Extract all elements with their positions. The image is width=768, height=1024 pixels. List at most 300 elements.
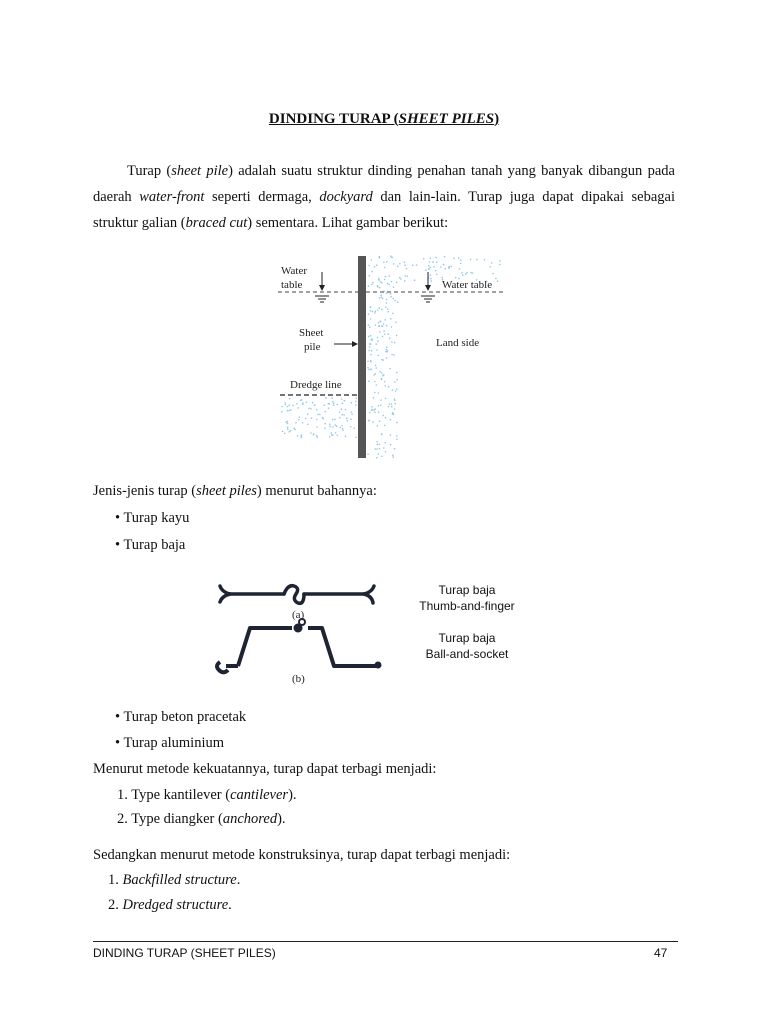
soil-dot [445,268,447,270]
section-ball-and-socket [217,628,376,672]
soil-dot [396,335,398,337]
soil-dot [307,424,309,426]
soil-dot [374,392,376,394]
bullet-icon: • [115,709,121,725]
soil-dot [384,279,386,281]
list-item: 1. Type kantilever (cantilever). [117,787,297,803]
soil-dot [371,409,373,411]
socket-joint-icon [299,619,305,625]
soil-dot [396,282,398,284]
soil-dot [289,398,291,400]
soil-dot [353,427,355,429]
soil-dot [490,266,492,268]
soil-dot [386,351,388,353]
bullet-icon: • [115,735,121,751]
soil-dot [383,262,385,264]
soil-dot [368,350,370,352]
soil-dot [458,257,460,259]
soil-dot [429,267,431,269]
soil-dot [369,420,371,422]
soil-dot [385,451,387,453]
label-water-table-right: Water table [442,279,493,291]
soil-dot [335,424,337,426]
soil-dot [399,277,401,279]
soil-dot [381,282,383,284]
soil-dot [384,385,386,387]
soil-dot [294,427,296,429]
label-a: (a) [292,609,305,621]
soil-dot [377,444,379,446]
soil-dot [370,335,372,337]
soil-dot [391,406,393,408]
soil-dot [325,397,327,399]
soil-dot [308,408,310,410]
soil-dot [423,258,425,260]
arrow-down-icon [425,285,431,291]
soil-dot [287,406,289,408]
intro-italic: dockyard [319,189,373,205]
soil-dot [292,405,294,407]
soil-dot [285,421,287,423]
soil-dot [397,265,399,267]
soil-dot [370,368,372,370]
soil-dot [416,264,418,266]
caption-ball-and-socket: Turap baja Ball-and-socket [425,631,509,661]
soil-dot [386,346,388,348]
soil-dot [450,266,452,268]
soil-dot [371,283,373,285]
soil-dot [313,434,315,436]
list-item: 1. Backfilled structure. [108,872,241,888]
intro-text: ) sementara. Lihat gambar berikut: [247,215,449,231]
soil-dot [342,414,344,416]
list-item: 2. Dredged structure. [108,897,232,913]
soil-dot [328,407,330,409]
soil-dot [356,397,358,399]
section-thumb-and-finger [220,586,374,604]
soil-dot [376,367,378,369]
soil-dot [370,318,372,320]
soil-dot [374,408,376,410]
soil-dot [281,406,283,408]
soil-dot [386,292,388,294]
soil-dot [390,419,392,421]
soil-dot [404,280,406,282]
soil-dot [369,346,371,348]
soil-dot [296,403,298,405]
soil-dot [394,408,396,410]
soil-dot [378,278,380,280]
soil-dot [298,419,300,421]
label-b: (b) [292,673,305,685]
intro-paragraph [93,158,675,236]
soil-dot [394,448,396,450]
soil-dot [374,312,376,314]
soil-dot [435,257,437,259]
soil-dot [394,398,396,400]
soil-dot [371,406,373,408]
soil-dot [336,425,338,427]
soil-dot [435,270,437,272]
soil-dot [390,318,392,320]
soil-dot [351,411,353,413]
soil-dot [396,435,398,437]
soil-dot [302,403,304,405]
soil-dot [355,401,357,403]
soil-dot [316,409,318,411]
soil-dot [412,265,414,267]
soil-dot [384,333,386,335]
soil-dot [310,408,312,410]
soil-dot [491,262,493,264]
soil-dot [470,259,472,261]
soil-dot [371,271,373,273]
soil-dot [392,456,394,458]
soil-dot [333,403,335,405]
page-number: 47 [654,946,668,960]
soil-dot [290,430,292,432]
soil-dot [407,276,409,278]
soil-dot [388,284,390,286]
soil-dot [386,325,388,327]
soil-dot [368,369,370,371]
soil-dot [378,355,380,357]
soil-dot [394,342,396,344]
soil-dot [492,273,494,275]
soil-dot [388,386,390,388]
soil-dot [368,285,370,287]
soil-dot [392,389,394,391]
list-item: 2. Type diangker (anchored). [117,811,286,827]
soil-dot [376,457,378,459]
intro-italic: sheet pile [171,163,229,179]
soil-dot [301,399,303,401]
soil-dot [396,438,398,440]
soil-dot [373,397,375,399]
soil-dot [329,423,331,425]
soil-dot [388,311,390,313]
soil-dot [373,374,375,376]
soil-dot [495,278,497,280]
soil-dot [370,307,372,309]
soil-dot [394,300,396,302]
soil-dot [350,418,352,420]
soil-dot [428,268,430,270]
soil-dot [466,272,468,274]
soil-dot [390,296,392,298]
soil-dot [443,264,445,266]
soil-dot [379,420,381,422]
soil-dot [380,321,382,323]
soil-dot [288,404,290,406]
soil-dot [429,258,431,260]
soil-dot [370,360,372,362]
soil-dot [380,296,382,298]
soil-dot [297,435,299,437]
material-types-intro: Jenis-jenis turap (sheet piles) menurut bahannya: [93,483,377,499]
page-title [0,111,768,128]
soil-dot [347,420,349,422]
soil-dot [312,402,314,404]
soil-dot [378,411,380,413]
soil-dot [444,256,446,258]
soil-dot [324,423,326,425]
soil-dot [392,413,394,415]
soil-dot [392,313,394,315]
soil-dot [440,266,442,268]
soil-dot [311,417,313,419]
soil-dot [381,359,383,361]
soil-dot [379,297,381,299]
soil-dot [376,264,378,266]
soil-dot [393,354,395,356]
soil-dot [404,265,406,267]
soil-dot [391,341,393,343]
soil-dot [383,323,385,325]
soil-dot [382,336,384,338]
footer-title: DINDING TURAP (SHEET PILES) [93,946,276,960]
arrow-right-icon [352,341,358,347]
soil-dot [391,354,393,356]
caption-thumb-and-finger: Turap baja Thumb-and-finger [419,583,515,613]
soil-dot [319,414,321,416]
soil-dot [386,261,388,263]
soil-dot [350,426,352,428]
soil-dot [387,308,389,310]
soil-dot [341,398,343,400]
soil-dot [385,276,387,278]
soil-dot [323,405,325,407]
soil-dot [316,426,318,428]
label-sheet: Sheet [299,327,324,339]
soil-dot [284,402,286,404]
label-pile: pile [304,341,321,353]
soil-dot [307,413,309,415]
soil-dot [395,390,397,392]
soil-dot [461,272,463,274]
soil-dot [430,274,432,276]
construction-intro: Sedangkan menurut metode konstruksinya, turap dapat terbagi menjadi: [93,847,511,863]
soil-dot [400,278,402,280]
soil-dot [355,437,357,439]
soil-dot [390,255,392,257]
soil-dot [332,434,334,436]
soil-dot [343,414,345,416]
soil-dot [375,373,377,375]
soil-dot [499,264,501,266]
soil-dot [316,419,318,421]
soil-dot [298,407,300,409]
soil-dot [345,435,347,437]
soil-dot [370,310,372,312]
soil-dot [377,286,379,288]
intro-italic: water-front [139,189,205,205]
list-item: • Turap aluminium [115,735,225,751]
soil-dot [375,365,377,367]
soil-dot [378,392,380,394]
list-item: • Turap beton pracetak [115,709,247,725]
soil-dot [369,412,371,414]
soil-dot [377,340,379,342]
soil-dot [301,437,303,439]
soil-dot [379,307,381,309]
soil-dot [389,338,391,340]
soil-dot [392,298,394,300]
soil-dot [367,367,369,369]
title-suffix: ) [494,111,500,127]
soil-dot [396,372,398,374]
soil-dot [390,293,392,295]
soil-dot [432,261,434,263]
bullet-icon: • [115,537,121,553]
soil-dot [395,322,397,324]
soil-dot [287,427,289,429]
soil-dot [394,381,396,383]
intro-italic: braced cut [185,215,248,231]
title-italic: SHEET PILES [398,111,495,127]
soil-dot [368,380,370,382]
soil-dot [394,403,396,405]
soil-dot [299,417,301,419]
intro-text: seperti dermaga, [204,189,320,205]
soil-dot [388,275,390,277]
soil-dot [391,326,393,328]
soil-dot [381,456,383,458]
soil-dot [460,259,462,261]
soil-dot [351,413,353,415]
soil-dot [369,326,371,328]
soil-dot [376,384,378,386]
soil-dot [429,261,431,263]
soil-dot [379,444,381,446]
soil-dot [331,397,333,399]
soil-dot [462,274,464,276]
soil-dot [428,265,430,267]
label-water: Water [281,265,307,277]
soil-dot [381,434,383,436]
soil-dot [355,404,357,406]
soil-dot [376,441,378,443]
soil-dot [302,422,304,424]
soil-dot [377,425,379,427]
soil-dot [376,448,378,450]
soil-dot [384,319,386,321]
soil-dot [389,368,391,370]
soil-dot [382,415,384,417]
intro-text: ) adalah suatu struktur dinding penahan tanah yang banyak dibangun pada daerah [93,163,675,205]
soil-dot [372,421,374,423]
soil-dot [378,453,380,455]
soil-dot [380,281,382,283]
soil-dot [317,414,319,416]
soil-dot [342,429,344,431]
soil-dot [433,266,435,268]
soil-dot [425,270,427,272]
soil-dot [384,425,386,427]
label-table: table [281,279,303,291]
soil-dot [396,388,398,390]
soil-dot [287,428,289,430]
soil-dot [322,417,324,419]
soil-dot [342,403,344,405]
soil-dot [384,267,386,269]
label-dredge-line: Dredge line [290,379,342,391]
soil-dot [375,324,377,326]
bullet-icon: • [115,510,121,526]
soil-dot [396,379,398,381]
soil-dot [380,405,382,407]
soil-dot [397,301,399,303]
soil-dot [305,418,307,420]
footer-divider [93,941,678,942]
soil-dot [379,287,381,289]
soil-dot [381,325,383,327]
soil-dot [336,404,338,406]
soil-dot [285,404,287,406]
soil-dot [281,411,283,413]
soil-dot [351,402,353,404]
soil-dot [448,267,450,269]
soil-dot [317,436,319,438]
soil-dot [472,272,474,274]
soil-dot [289,410,291,412]
soil-dot [331,432,333,434]
soil-dot [324,411,326,413]
soil-dot [406,268,408,270]
intro-text: dan lain-lain. Turap juga dapat dipakai sebagai struktur galian ( [93,189,676,231]
soil-dot [284,433,286,435]
soil-dot [368,324,370,326]
soil-dot [393,263,395,265]
soil-dot [431,280,433,282]
soil-dot [476,259,478,261]
soil-dot [368,313,370,315]
soil-dot [383,447,385,449]
soil-dot [460,263,462,265]
soil-dot [332,401,334,403]
soil-dot [339,427,341,429]
soil-dot [376,343,378,345]
soil-dot [370,343,372,345]
soil-dot [377,309,379,311]
arrow-down-icon [319,285,325,291]
soil-dot [383,330,385,332]
soil-dot [390,434,392,436]
soil-dot [370,354,372,356]
soil-dot [430,278,432,280]
soil-dot [332,426,334,428]
soil-dot [387,283,389,285]
soil-dot [378,405,380,407]
soil-dot [368,275,370,277]
soil-dot [346,417,348,419]
soil-dot [332,419,334,421]
soil-dot [386,302,388,304]
soil-dot [306,401,308,403]
soil-dot [385,398,387,400]
soil-dot [336,435,338,437]
soil-dot [387,333,389,335]
soil-dot [290,409,292,411]
ball-end-icon [375,662,382,669]
soil-dot [453,257,455,259]
soil-dot [329,436,331,438]
list-item: • Turap kayu [115,510,190,526]
soil-dot [335,432,337,434]
soil-dot [371,339,373,341]
soil-dot [465,273,467,275]
soil-dot [391,403,393,405]
